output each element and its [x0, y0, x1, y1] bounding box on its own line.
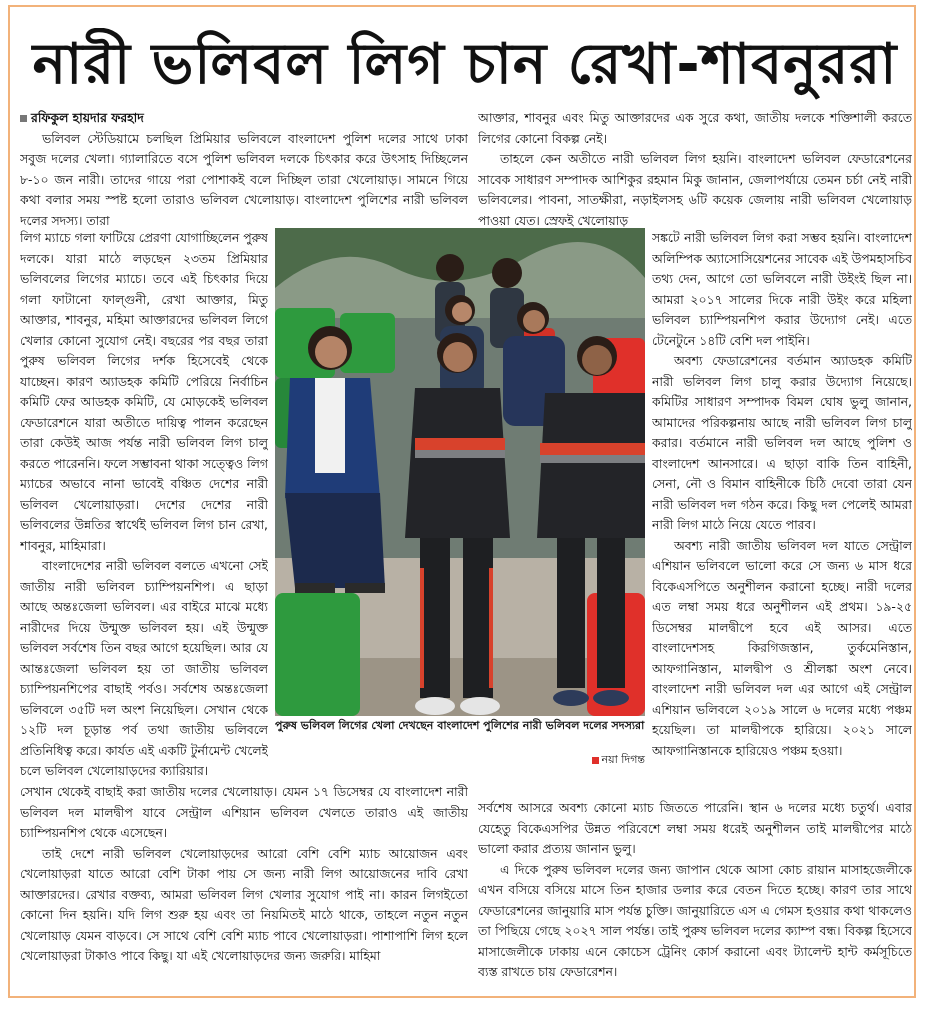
photo-caption: [275, 718, 645, 774]
paragraph: তাহলে কেন অতীতে নারী ভলিবল লিগ হয়নি। বাংলাদেশ ভলিবল ফেডারেশনের সাবেক সাধারণ সম্পাদক আশিকুর রহমান মিকু জানান, জেলাপর্যায়ে তেমন চর্চা নেই নারী ভলিবলের। পাবনা, সাতক্ষীরা, নড়াইলসহ ৬টি কয়েক জেলায় নারী ভলিবল খেলোয়াড় পাওয়া যেত। স্রেফই খেলোয়াড়: [478, 151, 912, 228]
green-seat: [275, 593, 360, 716]
paragraph: লিগ ম্যাচে গলা ফাটিয়ে প্রেরণা যোগাচ্ছিলেন পুরুষ দলকে। যারা মাঠে লড়ছেন ২৩তম প্রিমিয়ার ভলিবলের লিগের ম্যাচে। তবে এই চিৎকার দিয়ে গলা ফাটানো ফাল্গুনী, রেখা আক্তার, মিতু আক্তার, শাবনুর, মহিমা আক্তারদের ভলিবল লিগে খেলার কোনো সুযোগ নেই। বছরের পর বছর তারা পুরুষ ভলিবল লিগের দর্শক হিসেবেই থেকে যাচ্ছেন। কারণ অ্যাডহক কমিটি পেরিয়ে নির্বাচিন কমিটি ফের আডহক কমিটি, যে মোড়কেই ভলিবল ফেডারেশনে যারা অতীতে দায়িত্ব পালন করেছেন তারা কেউই আজ পর্যন্ত নারী ভলিবল লিগ চালু করতে পারেননি। ফলে সম্ভাবনা থাকা সত্ত্বেও লিগ ম্যাচের অভাবে নানা ভাবেই বঞ্চিত দেশের নারী ভলিবল খেলোয়াড়রা। দেশের দেশের নারী ভলিবলের উন্নতির স্বার্থেই ভলিবল লিগ চান রেখা, শাবনুর, মাহিমারা।: [20, 230, 268, 553]
paragraph: তাই দেশে নারী ভলিবল খেলোয়াড়দের আরো বেশি বেশি ম্যাচ আয়োজন এবং খেলোয়াড়রা যাতে আরো বেশি টাকা পায় সে জন্য নারী লিগ আয়োজনের দাবি রেখা আক্তারদের। রেখার বক্তব্য, আমরা ভলিবল লিগ খেলার সুযোগ পাই না। কারন লিগইতো কোনো দিন হয়নি। যদি লিগ শুরু হয় এবং তা নিয়মিতই মাঠে থাকে, তাহলে নতুন নতুন খেলোয়াড় যেমন বাড়বে। সে সাথে বেশি বেশি ম্যাচ পাবে খেলোয়াড়রা। পাশাপাশি লিগ হলে খেলোয়াড়রা টাকাও পাবে কিছু। যা এই খেলোয়াড়দের জন্য জরুরি। মাহিমা: [20, 845, 468, 963]
bottom-left-column: [20, 782, 468, 987]
credit-mark-icon: [592, 757, 599, 764]
paragraph: সর্বশেষ আসরে অবশ্য কোনো ম্যাচ জিততে পারেনি। স্থান ৬ দলের মধ্যে চতুর্থ। এবার যেহেতু বিকেএসপির উন্নত পরিবেশে লম্বা সময় ধরেই অনুশীলন তাই মালদ্বীপের মাঠে ভালো করার প্রত্যয় জানান ভুলু।: [478, 800, 912, 856]
left-narrow-column: [20, 228, 268, 782]
right-top-column: [478, 108, 912, 228]
byline: রফিকুল হায়দার ফরহাদ: [20, 108, 468, 129]
photo-illustration: [275, 228, 645, 716]
paragraph: বাংলাদেশের নারী ভলিবল বলতে এখনো সেই জাতীয় নারী ভলিবল চ্যাম্পিয়নশিপ। এ ছাড়া আছে অন্তঃজেলা ভলিবল। এর বাইরে মাঝে মধ্যে নারীদের দিয়ে উন্মুক্ত ভলিবল হয়। এই উন্মুক্ত ভলিবল সর্বশেষ তিন বছর আগে হয়েছিল। আর যে আন্তঃজেলা ভলিবল হয় তা জাতীয় ভলিবল চ্যাম্পিয়নশিপের বাছাই পর্বও। সর্বশেষ অন্তঃজেলা ভলিবলে ৩৫টি দল অংশ নিয়েছিল। সেখান থেকে ১২টি দল চূড়ান্ত পর্ব তথা জাতীয় ভলিবলে প্রতিনিধিত্ব করে। কার্যত এই একটি টুর্নামেন্ট খেলেই চলে ভলিবল খেলোয়াড়দের ক্যারিয়ার।: [20, 558, 268, 778]
right-narrow-column: [652, 228, 912, 798]
paragraph: সেখান থেকেই বাছাই করা জাতীয় দলের খেলোয়াড়। যেমন ১৭ ডিসেম্বর যে বাংলাদেশ নারী ভলিবল দল মালদ্বীপ যাবে সেন্ট্রাল এশিয়ান ভলিবল খেলতে তারাও এই জাতীয় চ্যাম্পিয়নশিপ থেকে এসেছেন।: [20, 784, 468, 840]
headline: নারী ভলিবল লিগ চান রেখা-শাবনুররা: [32, 32, 898, 97]
paragraph: আক্তার, শাবনুর এবং মিতু আক্তারদের এক সুরে কথা, জাতীয় দলকে শক্তিশালী করতে লিগের কোনো বিকল্প নেই।: [478, 110, 912, 146]
left-top-column: [20, 108, 468, 228]
paragraph: ভলিবল স্টেডিয়ামে চলছিল প্রিমিয়ার ভলিবলে বাংলাদেশ পুলিশ দলের সাথে ঢাকা সবুজ দলের খেলা। গ্যালারিতে বসে পুলিশ ভলিবল দলকে চিৎকার করে উৎসাহ দিচ্ছিলেন ৮-১০ জন নারী। তাদের গায়ে পরা পোশাকই বলে দিচ্ছিল তারা খেলোয়াড়। সামনে গিয়ে কথা বলার সময় স্পষ্ট হলো তারাও ভলিবল খেলোয়াড়। বাংলাদেশ পুলিশের নারী ভলিবল দলের সদস্য। তারা: [20, 130, 468, 228]
paragraph: এ দিকে পুরুষ ভলিবল দলের জন্য জাপান থেকে আসা কোচ রায়ান মাসাহজেলীকে এখন বসিয়ে বসিয়ে মাসে তিন হাজার ডলার করে বেতন দিতে হচ্ছে। কারণ তার সাথে ফেডারেশনের জানুয়ারি মাস পর্যন্ত চুক্তি। জানুয়ারিতে এস এ গেমস হওয়ার কথা থাকলেও তা পিছিয়ে গেছে ২০২৭ সাল পর্যন্ত। তাই পুরুষ ভলিবল দলের ক্যাম্প বন্ধ। বিকল্প হিসেবে মাসাজেলীকে ঢাকায় এনে কোচেস ট্রেনিং কোর্স করানো এবং ট্যালেন্ট হান্ট কর্মসূচিতে ব্যস্ত রাখতে চায় ফেডারেশন।: [478, 861, 912, 979]
paragraph: অবশ্য নারী জাতীয় ভলিবল দল যাতে সেন্ট্রাল এশিয়ান ভলিবলে ভালো করে সে জন্য ৬ মাস ধরে বিকেএসপিতে অনুশীলন করানো হচ্ছে। নারী দলের এত লম্বা সময় ধরে অনুশীলন এই প্রথম। ১৯-২৫ ডিসেম্বর মালদ্বীপে হবে এই আসর। এতে বাংলাদেশসহ কিরগিজস্তান, তুর্কমেনিস্তান, আফগানিস্তান, মালদ্বীপ ও শ্রীলঙ্কা অংশ নেবে। বাংলাদেশ নারী ভলিবল দল এর আগে এই সেন্ট্রাল এশিয়ান ভলিবলে ২০১৯ সালে ৬ দলের মধ্যে পঞ্চম হয়েছিল। তা মালদ্বীপকে হারিয়ে। ২০২১ সালে আফগানিস্তানকে হারিয়েও পঞ্চম হওয়া।: [652, 537, 912, 758]
caption-text: পুরুষ ভলিবল লিগের খেলা দেখছেন বাংলাদেশ পুলিশের নারী ভলিবল দলের সদস্যরা: [275, 719, 645, 732]
paragraph: সঙ্কটে নারী ভলিবল লিগ করা সম্ভব হয়নি। বাংলাদেশ অলিম্পিক অ্যাসোসিয়েশনের সাবেক এই উপমহাসচিব তথ্য দেন, আগে তো ভলিবলে নারী উইংই ছিল না। আমরা ২০১৭ সালের দিকে নারী উইং করে মহিলা ভলিবল চ্যাম্পিয়নশিপ করার উদ্যোগ নেই। এতে টেনেটুনে ১৪টি বেশি দল পাইনি।: [652, 230, 912, 348]
bullet-icon: [20, 115, 27, 122]
bottom-right-column: [478, 798, 912, 988]
paragraph: অবশ্য ফেডারেশনের বর্তমান অ্যাডহক কমিটি নারী ভলিবল লিগ চালু করার উদ্যোগ নিয়েছে। কমিটির সাধারণ সম্পাদক বিমল ঘোষ ভুলু জানান, আমাদের পরিকল্পনায় আছে নারী ভলিবল লিগ চালু করার। বর্তমানে নারী ভলিবল দল আছে পুলিশ ও বাংলাদেশ আনসারে। এ ছাড়া বাকি তিন বাহিনী, সেনা, নৌ ও বিমান বাহিনীকে চিঠি দেবো তারা যেন নারী ভলিবল দল গঠন করে। কিছু দল পেলেই আমরা নারী লিগ মাঠে নিয়ে যেতে পারব।: [652, 353, 912, 532]
news-photo: [275, 228, 645, 716]
photo-credit: নয়া দিগন্ত: [592, 752, 645, 768]
